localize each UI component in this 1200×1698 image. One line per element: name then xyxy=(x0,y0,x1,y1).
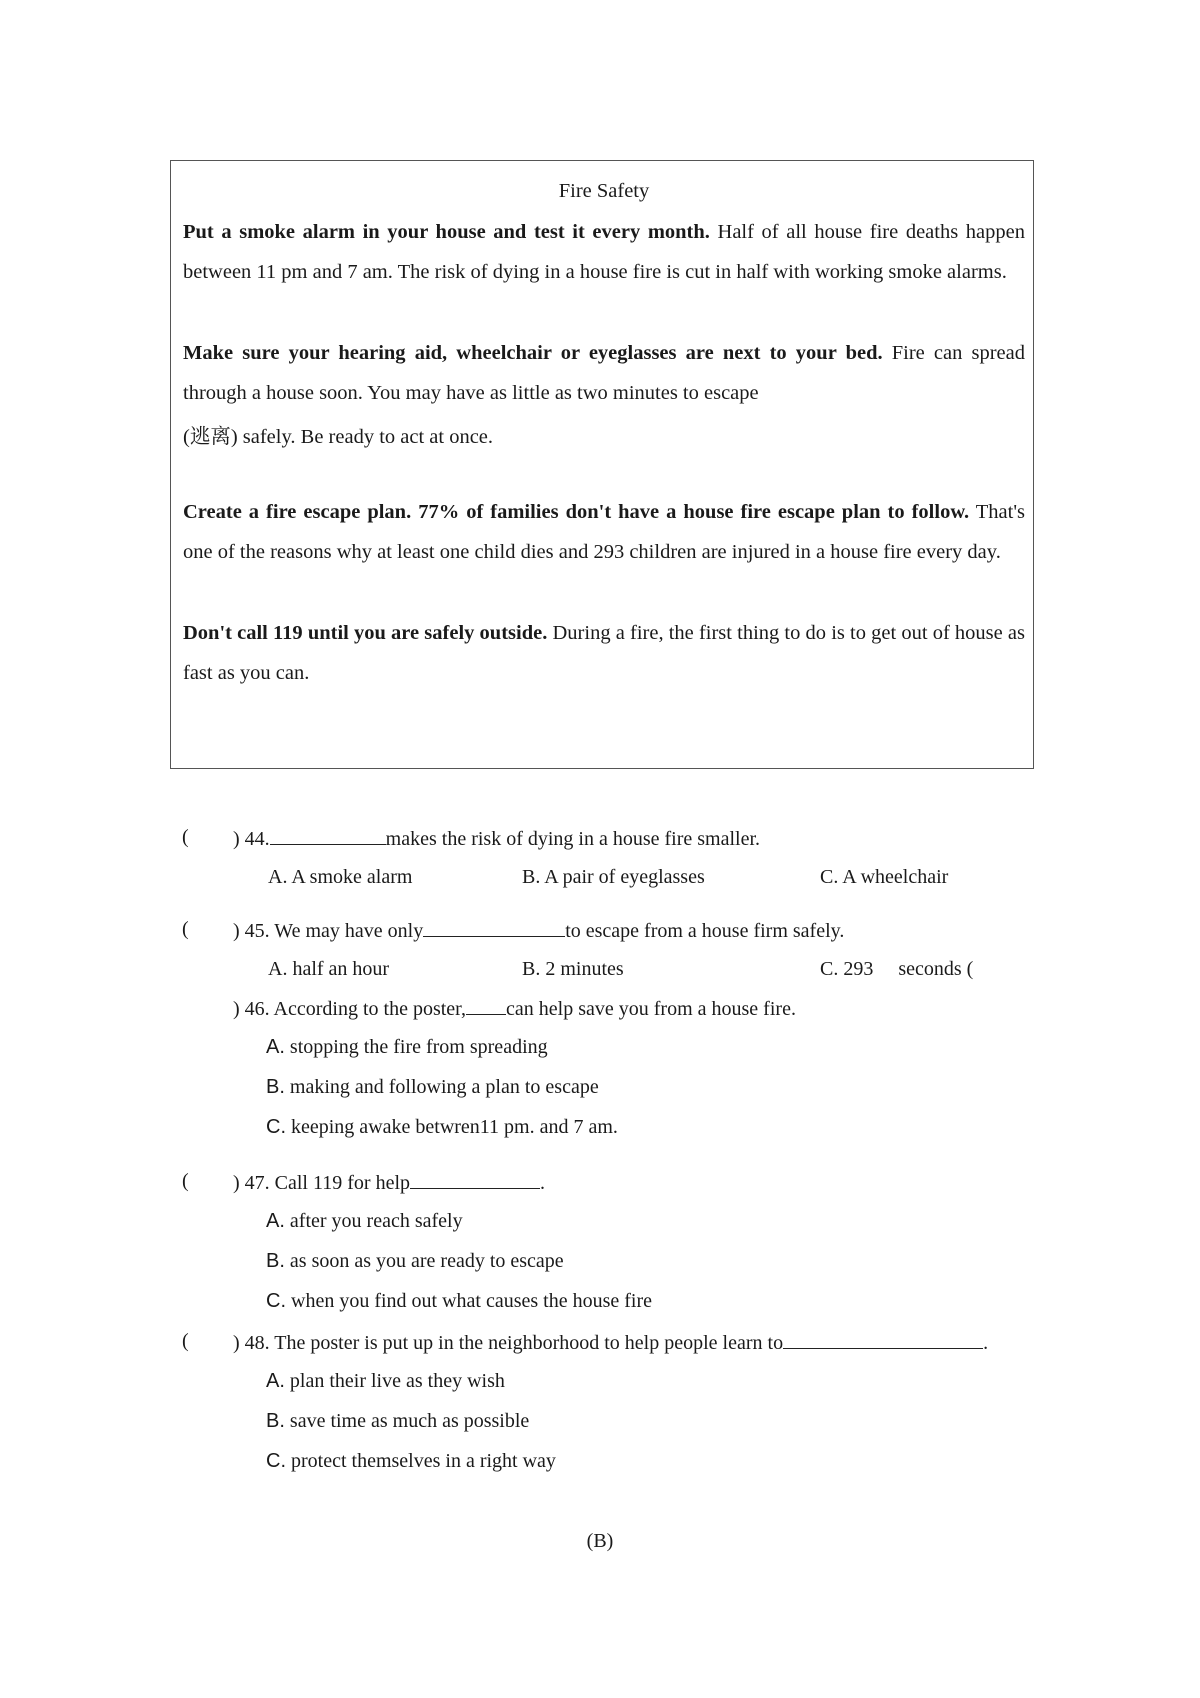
poster-box xyxy=(170,160,1034,769)
question-47 xyxy=(182,1170,189,1193)
answer-blank xyxy=(466,996,506,1015)
paragraph-1-heading: Put a smoke alarm in your house and test it every month. xyxy=(183,220,710,243)
answer-paren: ( xyxy=(182,826,189,848)
poster-paragraph-1 xyxy=(183,212,1025,293)
answer-blank xyxy=(270,826,386,845)
answer-blank xyxy=(783,1330,983,1349)
poster-paragraph-4 xyxy=(183,613,1025,694)
q45-option-a: A. half an hour xyxy=(268,958,390,980)
paragraph-3-heading: Create a fire escape plan. 77% of families don't have a house fire escape plan to follow. xyxy=(183,500,970,523)
paragraph-2-line-3: (逃离) safely. Be ready to act at once. xyxy=(183,425,494,448)
paragraph-4-heading: Don't call 119 until you are safely outside. xyxy=(183,621,548,644)
question-45 xyxy=(182,918,189,941)
question-47-stem: ) 47. Call 119 for help . xyxy=(233,1172,546,1194)
answer-blank xyxy=(410,1170,540,1189)
q48-option-b: B. save time as much as possible xyxy=(266,1410,530,1432)
poster-title: Fire Safety xyxy=(558,180,650,202)
q48-option-a: A. plan their live as they wish xyxy=(266,1370,505,1392)
q44-option-c: C. A wheelchair xyxy=(820,866,949,888)
question-48-stem: ) 48. The poster is put up in the neighborhood to help people learn to . xyxy=(233,1332,989,1354)
q46-option-b: B. making and following a plan to escape xyxy=(266,1076,599,1098)
q47-option-b: B. as soon as you are ready to escape xyxy=(266,1250,564,1272)
page-section-label: (B) xyxy=(586,1530,614,1552)
answer-paren: ( xyxy=(182,1170,189,1192)
q44-option-b: B. A pair of eyeglasses xyxy=(522,866,705,888)
question-44-stem: ) 44. makes the risk of dying in a house fire smaller. xyxy=(233,828,761,850)
question-46-stem: ) 46. According to the poster, can help save you from a house fire. xyxy=(233,998,796,1020)
poster-paragraph-2 xyxy=(183,333,1025,414)
paragraph-2-heading: Make sure your hearing aid, wheelchair or eyeglasses are next to your bed. xyxy=(183,341,883,364)
q46-option-a: A. stopping the fire from spreading xyxy=(266,1036,548,1058)
q47-option-c: C. when you find out what causes the house fire xyxy=(266,1290,653,1312)
paragraph-2-text: Fire can spread through a house soon. You may have as little as two minutes to escape xyxy=(183,341,1025,404)
answer-blank xyxy=(423,918,565,937)
answer-paren: ( xyxy=(182,918,189,940)
q47-option-a: A. after you reach safely xyxy=(266,1210,463,1232)
q46-option-c: C. keeping awake betwren11 pm. and 7 am. xyxy=(266,1116,618,1138)
question-44 xyxy=(182,826,189,849)
answer-paren: ( xyxy=(182,1330,189,1352)
paragraph-3-text: That's one of the reasons why at least one child dies and 293 children are injured in a house fire every day. xyxy=(183,500,1025,563)
question-48 xyxy=(182,1330,189,1353)
q48-option-c: C. protect themselves in a right way xyxy=(266,1450,556,1472)
q45-option-c: C. 293 seconds ( xyxy=(820,958,974,980)
question-45-stem: ) 45. We may have only to escape from a house firm safely. xyxy=(233,920,845,942)
poster-paragraph-3 xyxy=(183,492,1025,573)
q45-option-b: B. 2 minutes xyxy=(522,958,624,980)
paragraph-4-text: During a fire, the first thing to do is to get out of house as fast as you can. xyxy=(183,621,1025,684)
q44-option-a: A. A smoke alarm xyxy=(268,866,413,888)
paragraph-1-text: Half of all house fire deaths happen between 11 pm and 7 am. The risk of dying in a house fire is cut in half with working smoke alarms. xyxy=(183,220,1025,283)
